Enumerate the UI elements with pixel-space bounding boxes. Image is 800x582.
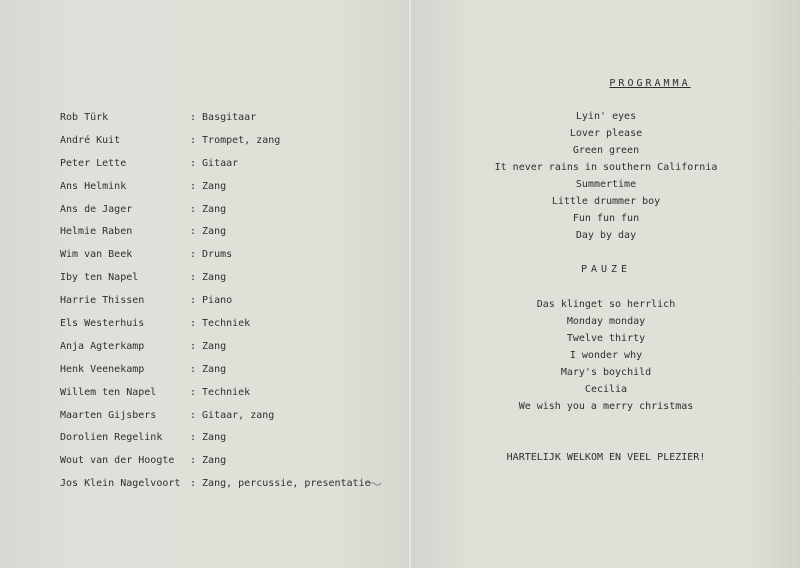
performer-role: : Piano (190, 295, 233, 307)
roster-row (60, 318, 400, 341)
roster-row (60, 158, 400, 181)
performer-role: : Zang (190, 455, 227, 467)
song-item: Monday monday (566, 316, 646, 327)
song-item: Fun fun fun (572, 213, 640, 224)
pauze-heading: PAUZE (580, 264, 632, 275)
song-item: Little drummer boy (551, 196, 661, 207)
performer-role: : Gitaar (190, 157, 239, 169)
performer-name: Wout van der Hoogte (60, 455, 175, 467)
ink-mark-icon (368, 479, 382, 489)
performer-role: : Techniek (190, 386, 251, 398)
performer-role: : Trompet, zang (190, 134, 281, 146)
roster-row (60, 181, 400, 204)
performer-name: Helmie Raben (60, 226, 133, 238)
page-bottom-edge (0, 568, 800, 582)
performer-name: Els Westerhuis (60, 318, 145, 330)
song-item: I wonder why (569, 350, 643, 361)
performer-name: Maarten Gijsbers (60, 409, 157, 421)
song-item: Lyin' eyes (575, 111, 637, 122)
performer-name: Willem ten Napel (60, 386, 157, 398)
performer-name: André Kuit (60, 134, 121, 146)
roster-row (60, 410, 400, 433)
performer-role: : Zang (190, 180, 227, 192)
performer-name: Ans Helmink (60, 180, 127, 192)
performer-role: : Zang (190, 203, 227, 215)
performer-role: : Basgitaar (190, 112, 257, 123)
performer-name: Iby ten Napel (60, 272, 139, 284)
performer-name: Wim van Beek (60, 249, 133, 261)
performer-name: Dorolien Regelink (60, 432, 163, 444)
performer-role: : Zang (190, 363, 227, 375)
roster-row (60, 226, 400, 249)
performer-role: : Zang (190, 340, 227, 352)
roster-row (60, 432, 400, 455)
performer-role: : Zang, percussie, presentatie (190, 478, 371, 490)
roster-row (60, 364, 400, 387)
song-item: Summertime (575, 179, 637, 190)
performer-name: Henk Veenekamp (60, 363, 145, 375)
performer-name: Rob Türk (60, 112, 109, 123)
roster-row (60, 341, 400, 364)
song-item: It never rains in southern California (494, 162, 718, 173)
performer-name: Ans de Jager (60, 203, 133, 215)
roster-row (60, 387, 400, 410)
song-item: Mary's boychild (560, 367, 652, 378)
first-half-list (412, 108, 800, 244)
performer-role: : Zang (190, 272, 227, 284)
song-item: We wish you a merry christmas (518, 401, 694, 412)
song-item: Green green (572, 145, 640, 156)
programma-heading: PROGRAMMA (609, 78, 691, 89)
roster-row (60, 249, 400, 272)
performer-name: Peter Lette (60, 157, 127, 169)
song-item: Lover please (569, 128, 643, 139)
roster-row (60, 112, 400, 135)
song-item: Twelve thirty (566, 333, 646, 344)
roster-row (60, 478, 400, 501)
performer-role: : Techniek (190, 318, 251, 330)
roster-row (60, 455, 400, 478)
performer-role: : Drums (190, 249, 233, 261)
performer-role: : Zang (190, 226, 227, 238)
programma-header (412, 78, 800, 89)
performer-role: : Gitaar, zang (190, 409, 275, 421)
song-item: Das klinget so herrlich (536, 299, 676, 310)
song-item: Day by day (575, 230, 637, 241)
performer-role: : Zang (190, 432, 227, 444)
roster-row (60, 204, 400, 227)
performer-roster (60, 112, 400, 501)
song-item: Cecilia (584, 384, 628, 395)
performer-name: Jos Klein Nagelvoort (60, 478, 181, 490)
welcome-message: HARTELIJK WELKOM EN VEEL PLEZIER! (506, 452, 706, 463)
second-half-list (412, 296, 800, 415)
performer-name: Harrie Thissen (60, 295, 145, 307)
roster-row (60, 135, 400, 158)
roster-row (60, 295, 400, 318)
performer-name: Anja Agterkamp (60, 340, 145, 352)
roster-row (60, 272, 400, 295)
